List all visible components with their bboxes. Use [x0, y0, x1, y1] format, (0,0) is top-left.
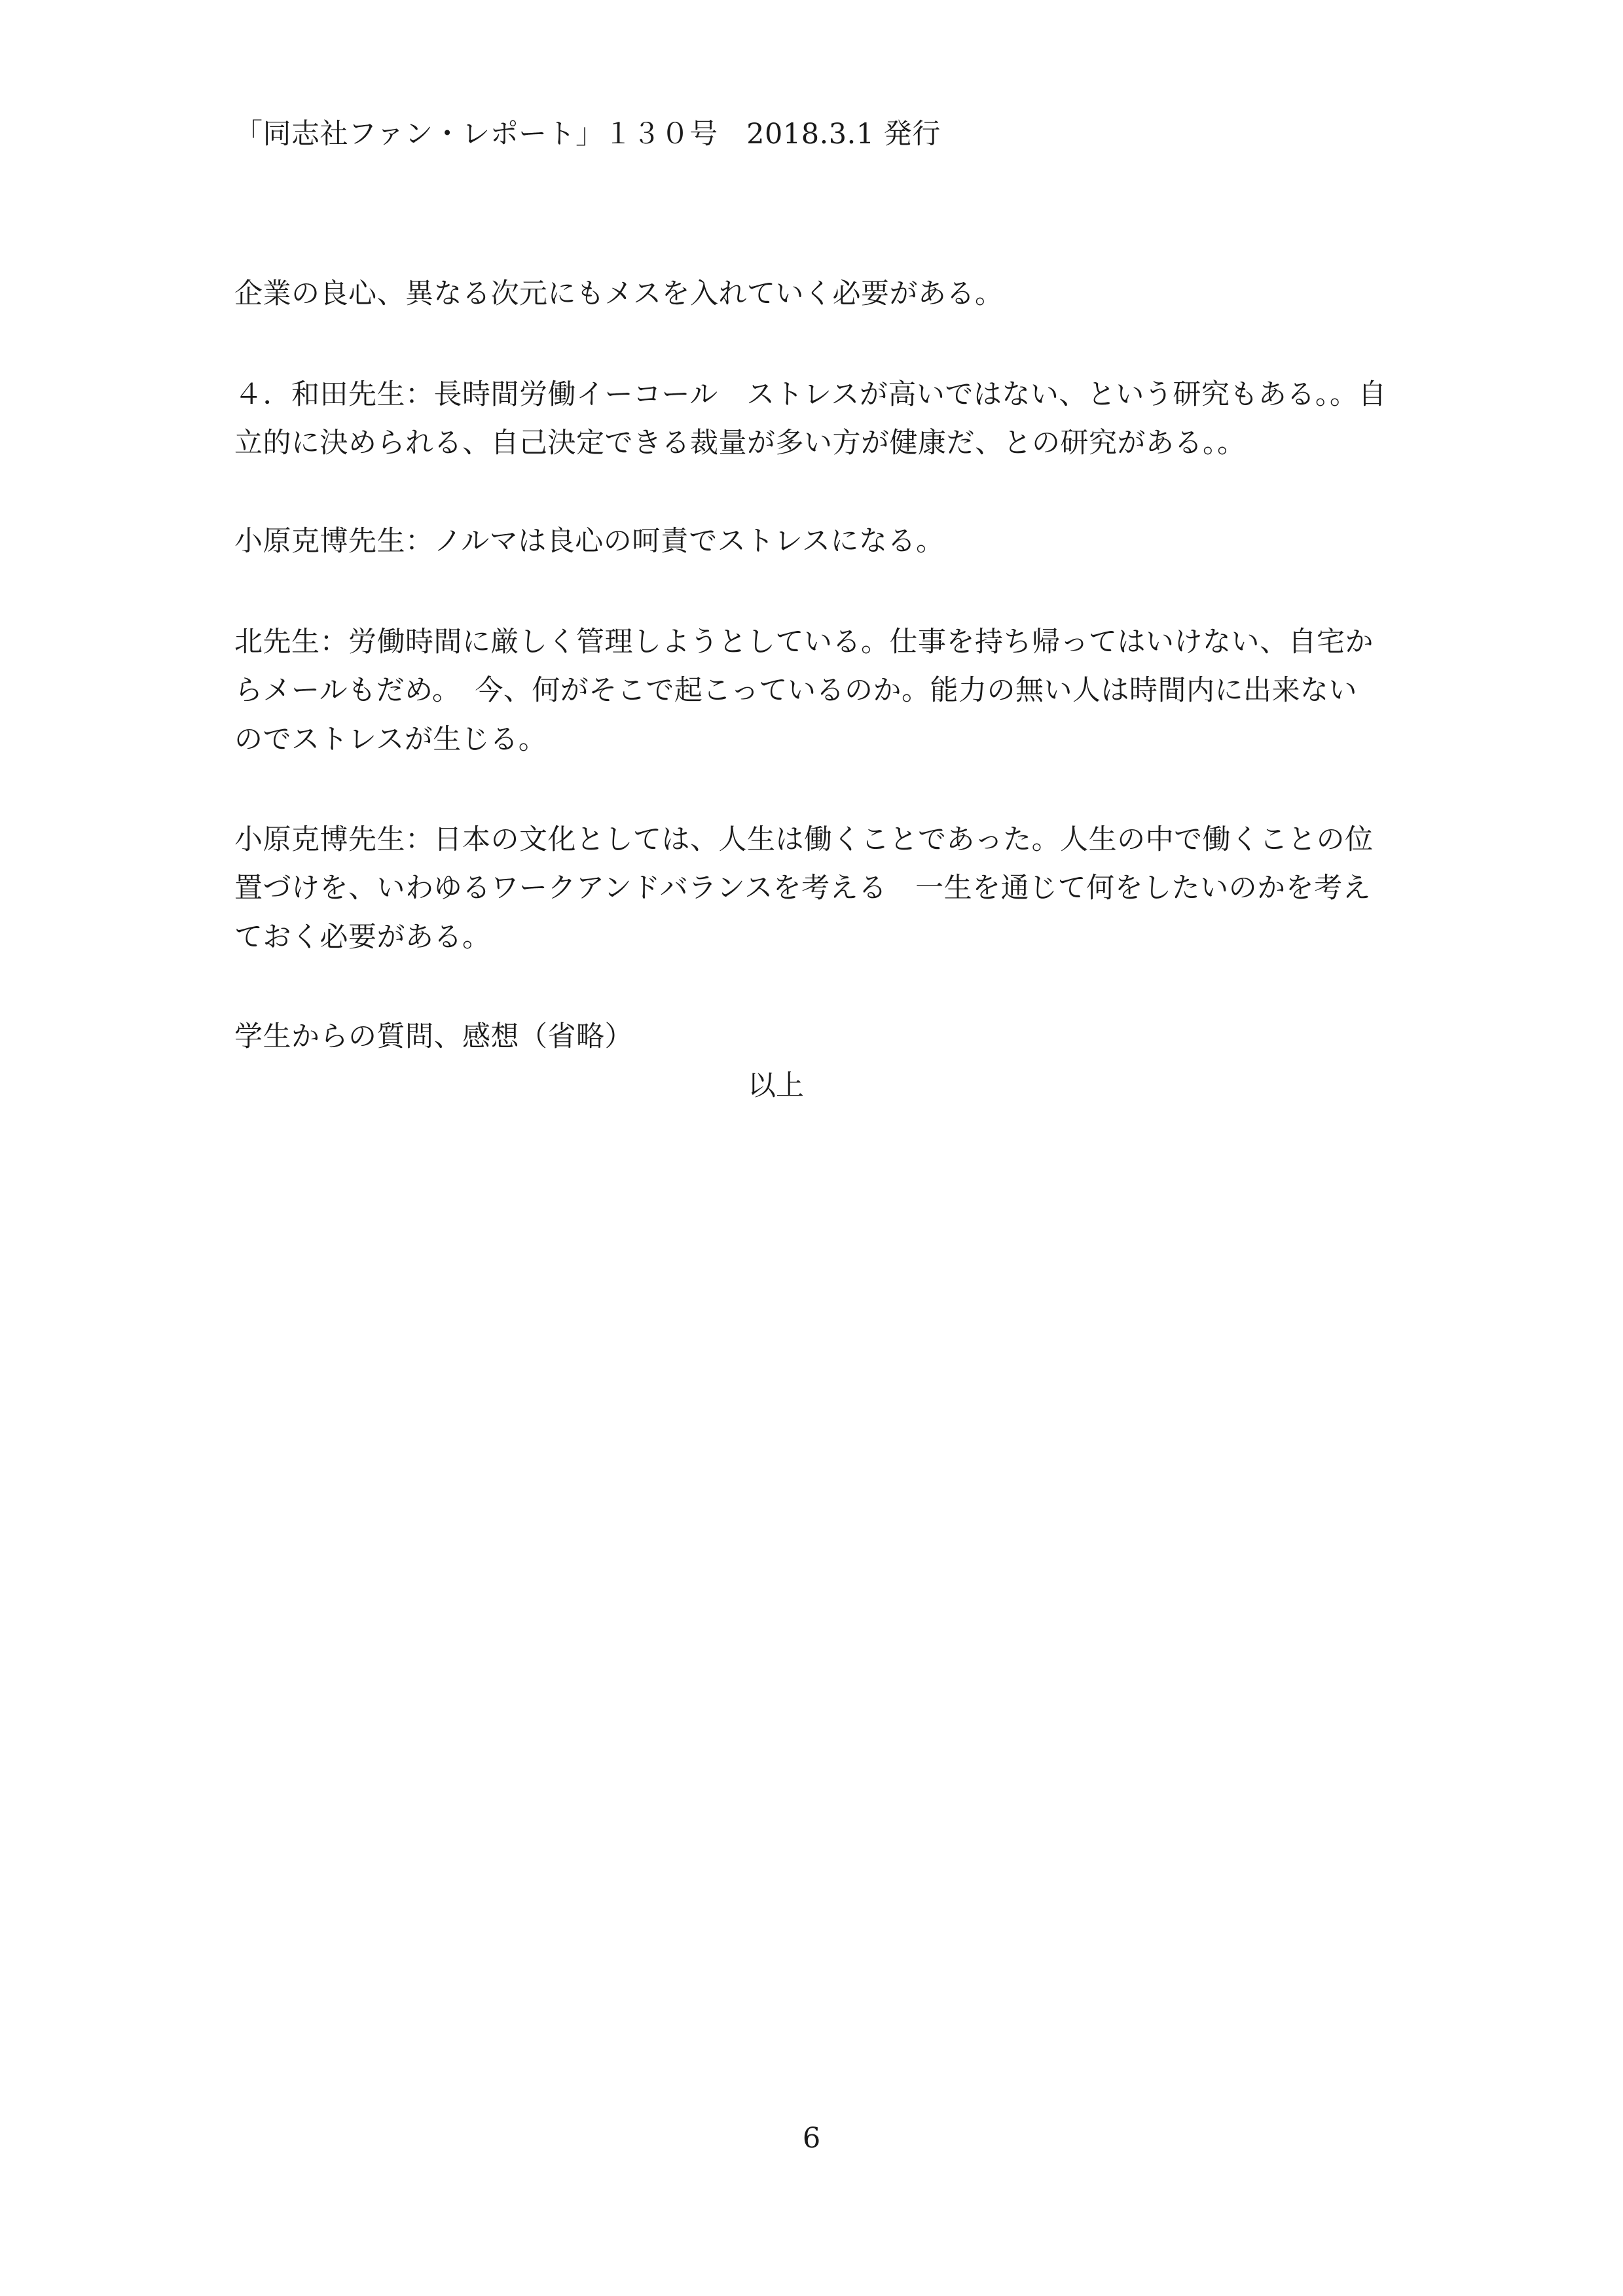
paragraph-line: ４．和田先生：長時間労働イーコール ストレスが高いではない、という研究もある。。自: [234, 378, 1387, 411]
paragraph-line: らメールもだめ。 今、何がそこで起こっているのか。能力の無い人は時間内に出来ない: [234, 674, 1358, 707]
page-number: 6: [802, 2122, 821, 2155]
paragraph-line: ておく必要がある。: [234, 921, 491, 954]
paragraph-line: 学生からの質問、感想（省略）: [234, 1020, 633, 1053]
paragraph-line: 立的に決められる、自己決定できる裁量が多い方が健康だ、との研究がある。。: [234, 427, 1246, 459]
paragraph-line: 企業の良心、異なる次元にもメスを入れていく必要がある。: [234, 278, 1004, 310]
paragraph-line: 北先生：労働時間に厳しく管理しようとしている。仕事を持ち帰ってはいけない、自宅か: [234, 626, 1374, 658]
paragraph-line: 置づけを、いわゆるワークアンドバランスを考える 一生を通じて何をしたいのかを考え: [234, 872, 1372, 905]
paragraph-line: 小原克博先生：日本の文化としては、人生は働くことであった。人生の中で働くことの位: [234, 823, 1374, 856]
document-header: 「同志社ファン・レポート」１３０号 2018.3.1 発行: [234, 118, 941, 151]
paragraph-line: のでストレスが生じる。: [234, 723, 547, 756]
closing-mark: 以上: [748, 1069, 804, 1102]
paragraph-line: 小原克博先生：ノルマは良心の呵責でストレスになる。: [234, 525, 945, 558]
